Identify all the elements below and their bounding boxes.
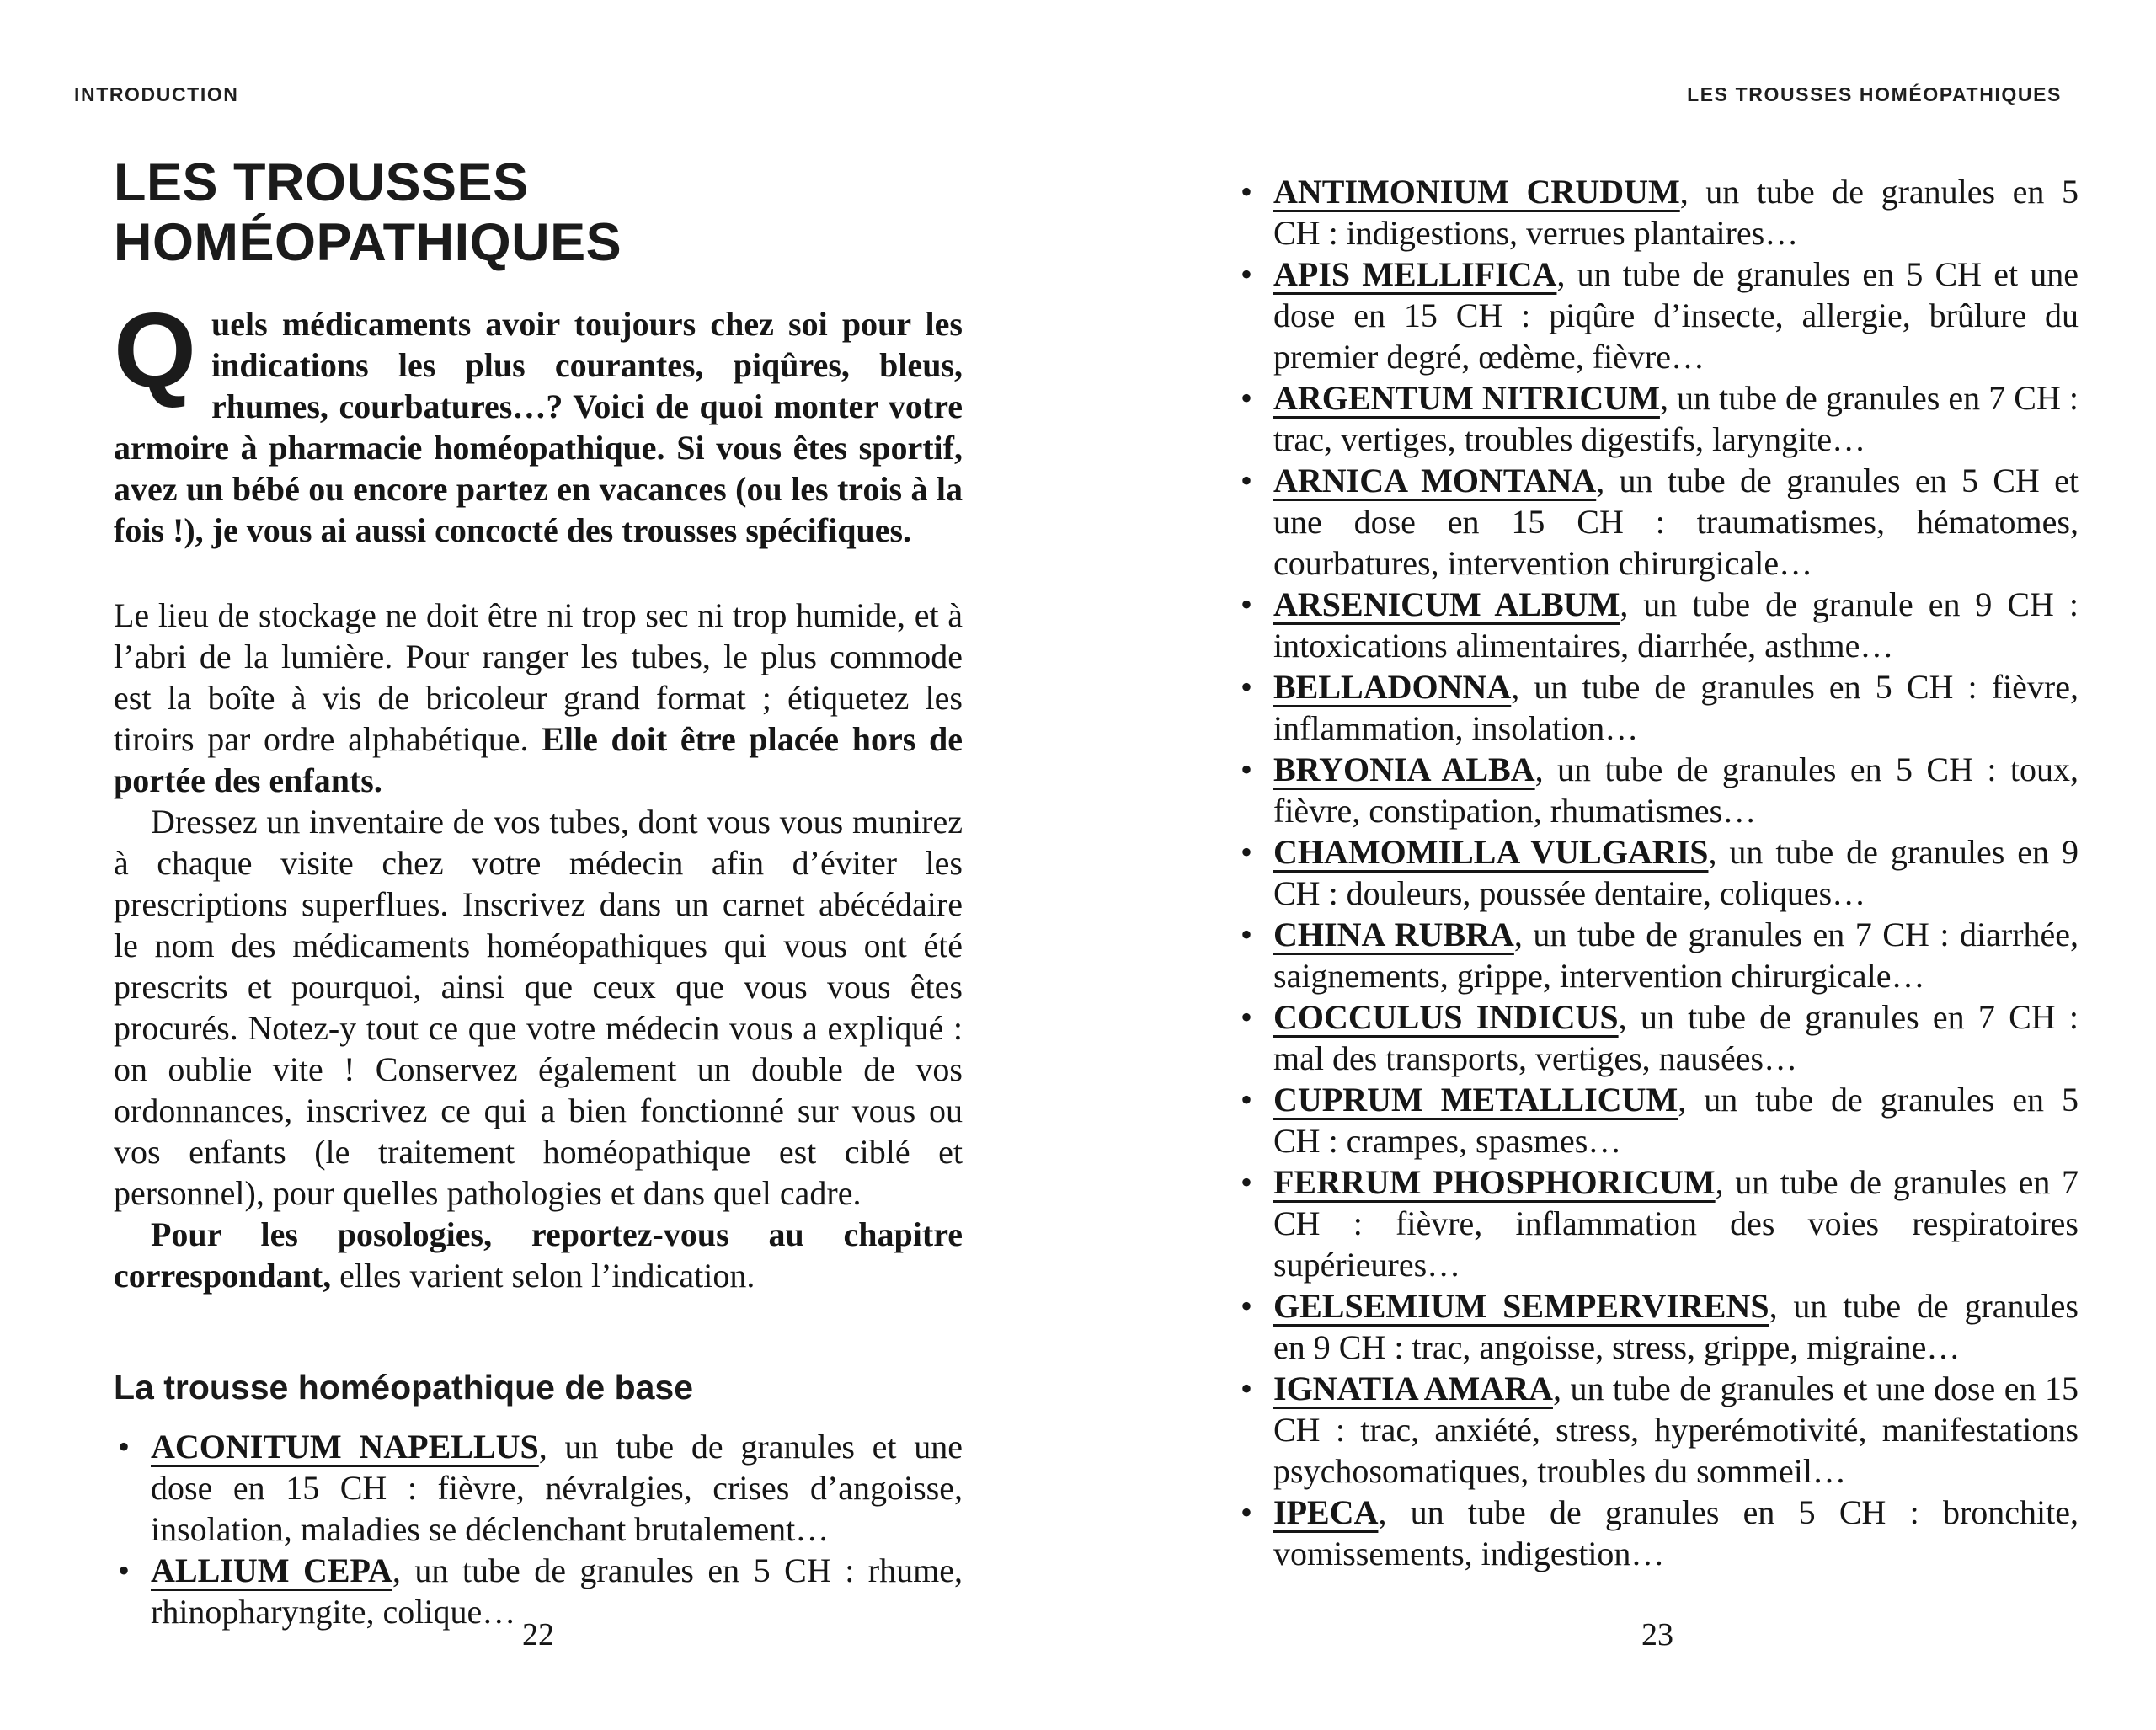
chapter-title [114,153,963,273]
list-item [1236,254,2079,377]
drug-name: GELSEMIUM SEMPERVIRENS [1273,1287,1769,1325]
drug-desc: , un tube de granules en 5 CH : indigestions, verrues plantaires… [1273,173,2079,252]
drug-name: ARGENTUM NITRICUM [1273,379,1660,417]
drug-name: CUPRUM METALLICUM [1273,1081,1678,1119]
drug-desc: , un tube de granules en 5 CH : crampes, spasmes… [1273,1081,2079,1160]
list-item [1236,1368,2079,1492]
drug-desc: , un tube de granules en 5 CH : toux, fièvre, constipation, rhumatismes… [1273,750,2079,830]
drug-desc: , un tube de granules et une dose en 15 CH : trac, anxiété, stress, hyperémotivité, manifestations psychosomatiques, troubles du sommeil… [1273,1370,2079,1490]
drug-desc: , un tube de granules en 7 CH : diarrhée, saignements, grippe, intervention chirurgicale… [1273,916,2079,995]
drug-desc: , un tube de granules en 5 CH : fièvre, inflammation, insolation… [1273,668,2079,747]
drug-desc: , un tube de granules en 7 CH : trac, vertiges, troubles digestifs, laryngite… [1273,379,2079,458]
drug-name: IPECA [1273,1493,1379,1531]
drug-desc: , un tube de granules en 5 CH : rhume, rhinopharyngite, colique… [151,1551,963,1631]
list-item [1236,749,2079,831]
lead-paragraph [114,291,963,551]
page-number-left: 22 [522,1617,554,1653]
list-item [1236,584,2079,666]
drug-name: ACONITUM NAPELLUS [151,1427,539,1466]
posology-paragraph-bold: Pour les posologies, reportez-vous au chapitre correspondant, [114,1215,963,1295]
drug-name: IGNATIA AMARA [1273,1370,1553,1407]
drug-desc: , un tube de granules en 7 CH : fièvre, inflammation des voies respiratoires supérieures… [1273,1163,2079,1284]
list-item [1236,1161,2079,1285]
drug-list-right [1236,171,2079,1574]
drug-name: BRYONIA ALBA [1273,750,1535,788]
list-item [1236,666,2079,749]
list-item [1236,1285,2079,1368]
storage-paragraph-text: Le lieu de stockage ne doit être ni trop sec ni trop humide, et à l’abri de la lumière. Pour ranger les tubes, le plus commode est la boîte à vis de bricoleur grand format ; étiquetez les tiroirs par ordre alphabétique. [114,596,963,759]
drug-desc: , un tube de granules en 7 CH : mal des transports, vertiges, nausées… [1273,998,2079,1077]
drug-desc: , un tube de granules en 5 CH : bronchite, vomissements, indigestion… [1273,1493,2079,1572]
drug-name: BELLADONNA [1273,668,1512,706]
drug-name: ARNICA MONTANA [1273,462,1597,499]
list-item [1236,996,2079,1079]
drug-name: ALLIUM CEPA [151,1551,392,1589]
list-item [1236,831,2079,914]
drug-desc: , un tube de granules en 9 CH : douleurs, poussée dentaire, coliques… [1273,833,2079,912]
page-left-column [114,153,963,1632]
chapter-title-line1: LES TROUSSES [114,153,529,212]
drug-list-left [114,1426,963,1632]
list-item [1236,460,2079,584]
chapter-title-line2: HOMÉOPATHIQUES [114,213,622,273]
drug-desc: , un tube de granules en 5 CH et une dose en 15 CH : traumatismes, hématomes, courbatures, intervention chirurgicale… [1273,462,2079,582]
drug-desc: , un tube de granules en 5 CH et une dose en 15 CH : piqûre d’insecte, allergie, brûlure du premier degré, œdème, fièvre… [1273,255,2079,376]
page-right-column [1236,171,2079,1574]
list-item [1236,1079,2079,1161]
drug-name: APIS MELLIFICA [1273,255,1557,293]
list-item [114,1426,963,1550]
drug-name: CHAMOMILLA VULGARIS [1273,833,1709,871]
running-head-introduction: INTRODUCTION [74,83,239,105]
inventory-paragraph: Dressez un inventaire de vos tubes, dont vous vous munirez à chaque visite chez votre médecin afin d’éviter les prescriptions superflues. Inscrivez dans un carnet abécédaire le nom des médicaments homéopathiques qui vous ont été prescrits et pourquoi, ainsi que ceux que vous vous êtes procurés. Notez-y tout ce que votre médecin vous a expliqué : on oublie vite ! Conservez également un double de vos ordonnances, inscrivez ce qui a bien fonctionné sur vous ou vos enfants (le traitement homéopathique est ciblé et personnel), pour quelles pathologies et dans quel cadre. [114,803,963,1213]
drug-name: FERRUM PHOSPHORICUM [1273,1163,1716,1201]
posology-paragraph [114,1214,963,1296]
drug-desc: , un tube de granules en 9 CH : trac, angoisse, stress, grippe, migraine… [1273,1287,2079,1366]
drug-name: ARSENICUM ALBUM [1273,585,1620,623]
dropcap-letter: Q [114,291,197,410]
section-subheading: La trousse homéopathique de base [114,1368,694,1407]
list-item [1236,171,2079,254]
list-item [1236,914,2079,996]
drug-name: ANTIMONIUM CRUDUM [1273,173,1680,211]
drug-desc: , un tube de granule en 9 CH : intoxications alimentaires, diarrhée, asthme… [1273,585,2079,665]
drug-name: CHINA RUBRA [1273,916,1514,953]
list-item [1236,377,2079,460]
drug-name: COCCULUS INDICUS [1273,998,1619,1036]
page-number-right: 23 [1641,1617,1673,1653]
running-head-chapter: LES TROUSSES HOMÉOPATHIQUES [1687,83,2062,105]
drug-desc: , un tube de granules et une dose en 15 CH : fièvre, névralgies, crises d’angoisse, insolation, maladies se déclenchant brutalement… [151,1427,963,1548]
posology-paragraph-text: elles varient selon l’indication. [339,1257,755,1295]
storage-paragraph [114,595,963,801]
storage-paragraph-bold: Elle doit être placée hors de portée des enfants. [114,720,963,800]
lead-paragraph-text: uels médicaments avoir toujours chez soi pour les indications les plus courantes, piqûres, bleus, rhumes, courbatures…? Voici de quoi monter votre armoire à pharmacie homéopathique. Si vous êtes sportif, avez un bébé ou encore partez en vacances (ou les trois à la fois !), je vous ai aussi concocté des trousses spécifiques. [114,305,963,550]
list-item [1236,1492,2079,1574]
